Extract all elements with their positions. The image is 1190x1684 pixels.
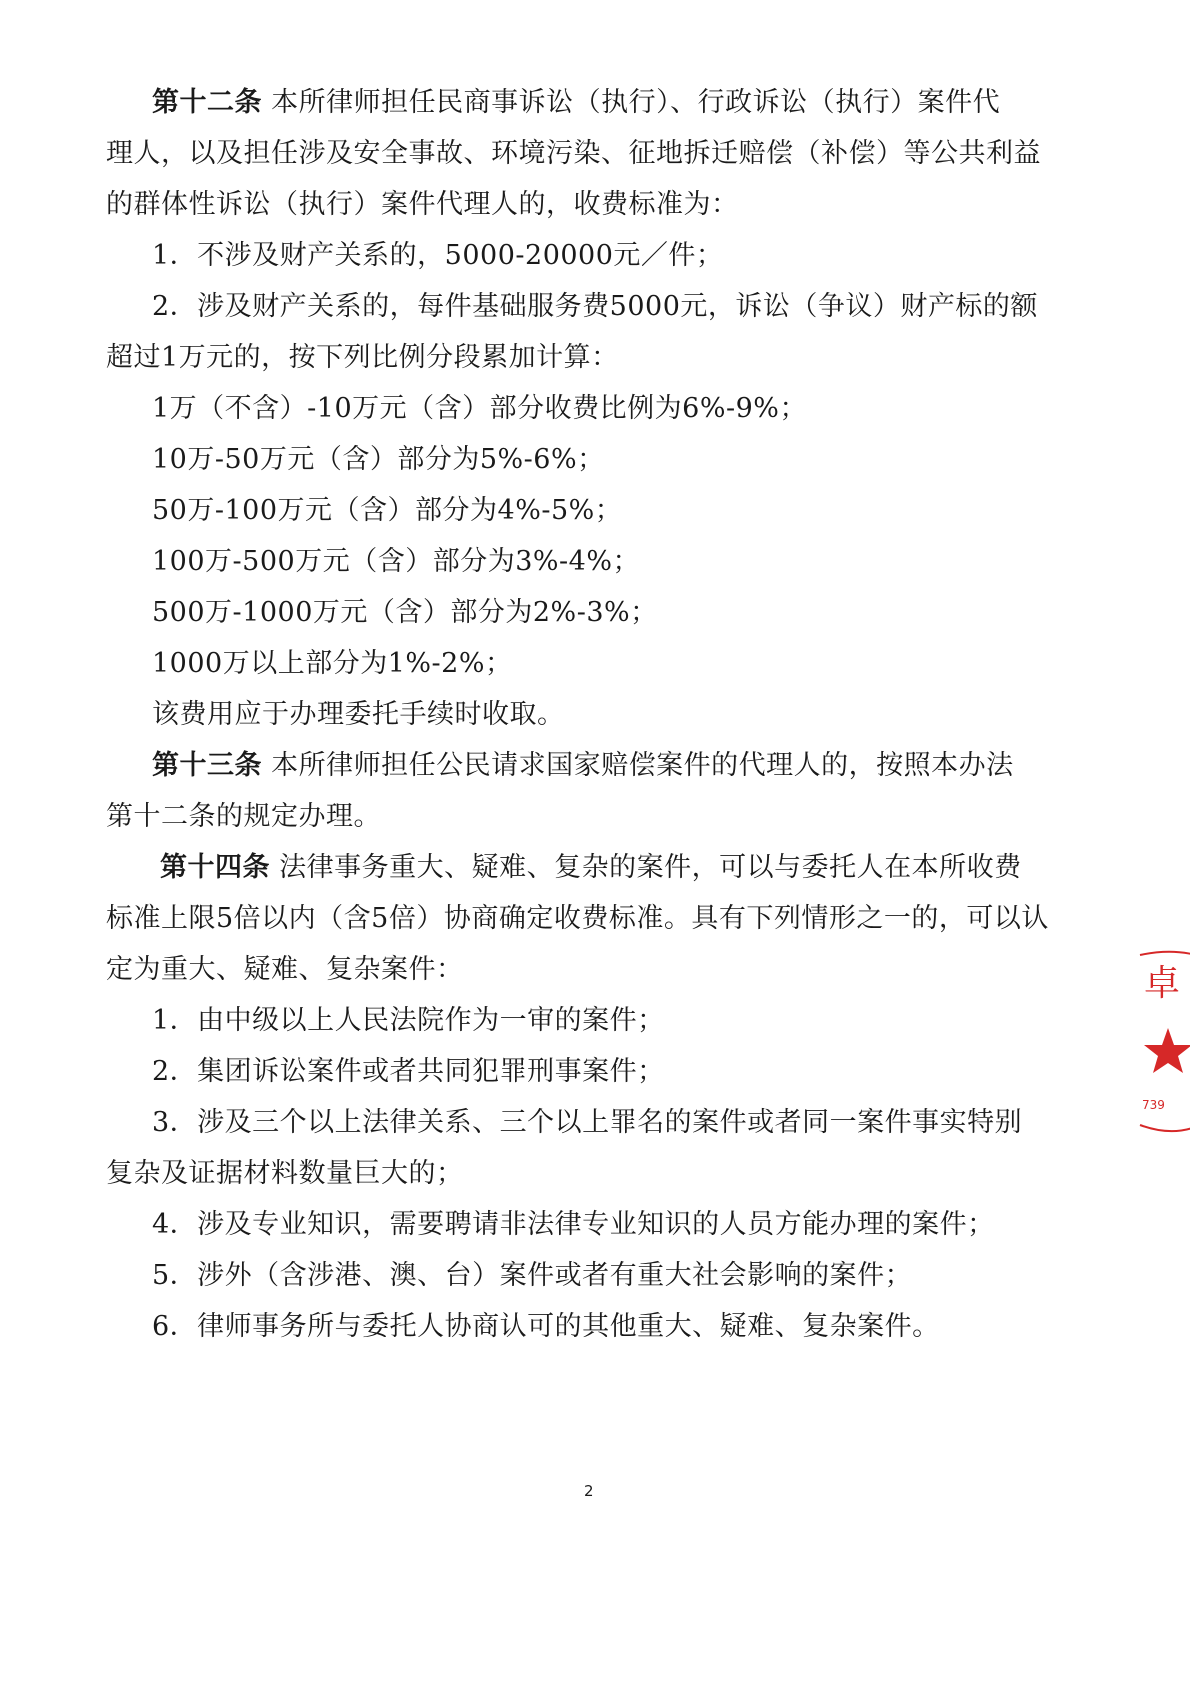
article-heading: 第十三条 — [152, 750, 262, 781]
article-heading: 第十四条 — [160, 852, 270, 883]
text-line — [152, 1310, 940, 1344]
article-heading: 第十二条 — [152, 87, 262, 118]
page-number: 2 — [584, 1482, 594, 1500]
line-text: 500万-1000万元（含）部分为2%-3%； — [152, 597, 658, 628]
line-text: 该费用应于办理委托手续时收取。 — [152, 699, 565, 730]
line-text: 1万（不含）-10万元（含）部分收费比例为6%-9%； — [152, 393, 807, 424]
line-text: 1000万以上部分为1%-2%； — [152, 648, 513, 679]
text-line — [152, 1004, 665, 1038]
text-line — [106, 341, 619, 375]
text-line — [152, 239, 723, 273]
text-line — [152, 392, 807, 426]
text-line — [152, 545, 640, 579]
text-line — [152, 443, 605, 477]
line-text: 的群体性诉讼（执行）案件代理人的，收费标准为： — [106, 189, 739, 220]
seal-stamp — [1138, 945, 1190, 1185]
text-line — [152, 698, 565, 732]
text-line — [152, 749, 1014, 783]
line-text: 法律事务重大、疑难、复杂的案件，可以与委托人在本所收费 — [270, 852, 1022, 883]
text-line — [106, 1157, 464, 1191]
seal-stamp-graphic — [1138, 945, 1190, 1195]
line-text: 3．涉及三个以上法律关系、三个以上罪名的案件或者同一案件事实特别 — [152, 1107, 1023, 1138]
line-text: 4．涉及专业知识，需要聘请非法律专业知识的人员方能办理的案件； — [152, 1209, 995, 1240]
text-line — [152, 290, 1038, 324]
seal-star-icon — [1144, 1028, 1190, 1073]
line-text: 本所律师担任公民请求国家赔偿案件的代理人的，按照本办法 — [262, 750, 1014, 781]
text-line — [152, 494, 622, 528]
line-text: 5．涉外（含涉港、澳、台）案件或者有重大社会影响的案件； — [152, 1260, 913, 1291]
text-line — [152, 86, 1000, 120]
line-text: 1．由中级以上人民法院作为一审的案件； — [152, 1005, 665, 1036]
line-text: 标准上限5倍以内（含5倍）协商确定收费标准。具有下列情形之一的，可以认 — [106, 903, 1049, 934]
text-line — [160, 851, 1022, 885]
text-line — [106, 902, 1049, 936]
line-text: 理人，以及担任涉及安全事故、环境污染、征地拆迁赔偿（补偿）等公共利益 — [106, 138, 1041, 169]
seal-character: 卓 — [1144, 963, 1181, 1004]
text-line — [152, 647, 513, 681]
line-text: 超过1万元的，按下列比例分段累加计算： — [106, 342, 619, 373]
line-text: 6．律师事务所与委托人协商认可的其他重大、疑难、复杂案件。 — [152, 1311, 940, 1342]
text-line — [106, 800, 381, 834]
seal-digits: 739 — [1142, 1098, 1165, 1112]
text-line — [106, 953, 464, 987]
text-line — [106, 137, 1041, 171]
line-text: 50万-100万元（含）部分为4%-5%； — [152, 495, 623, 526]
text-line — [152, 1208, 995, 1242]
line-text: 定为重大、疑难、复杂案件： — [106, 954, 464, 985]
line-text: 10万-50万元（含）部分为5%-6%； — [152, 444, 605, 475]
text-line — [106, 188, 739, 222]
text-line — [152, 1106, 1022, 1140]
line-text: 第十二条的规定办理。 — [106, 801, 381, 832]
text-line — [152, 596, 658, 630]
line-text: 1．不涉及财产关系的，5000-20000元／件； — [152, 240, 724, 271]
text-line — [152, 1259, 912, 1293]
line-text: 复杂及证据材料数量巨大的； — [106, 1158, 464, 1189]
line-text: 100万-500万元（含）部分为3%-4%； — [152, 546, 640, 577]
line-text: 2．集团诉讼案件或者共同犯罪刑事案件； — [152, 1056, 665, 1087]
line-text: 2．涉及财产关系的，每件基础服务费5000元，诉讼（争议）财产标的额 — [152, 291, 1038, 322]
text-line — [152, 1055, 665, 1089]
line-text: 本所律师担任民商事诉讼（执行）、行政诉讼（执行）案件代 — [262, 87, 1001, 118]
